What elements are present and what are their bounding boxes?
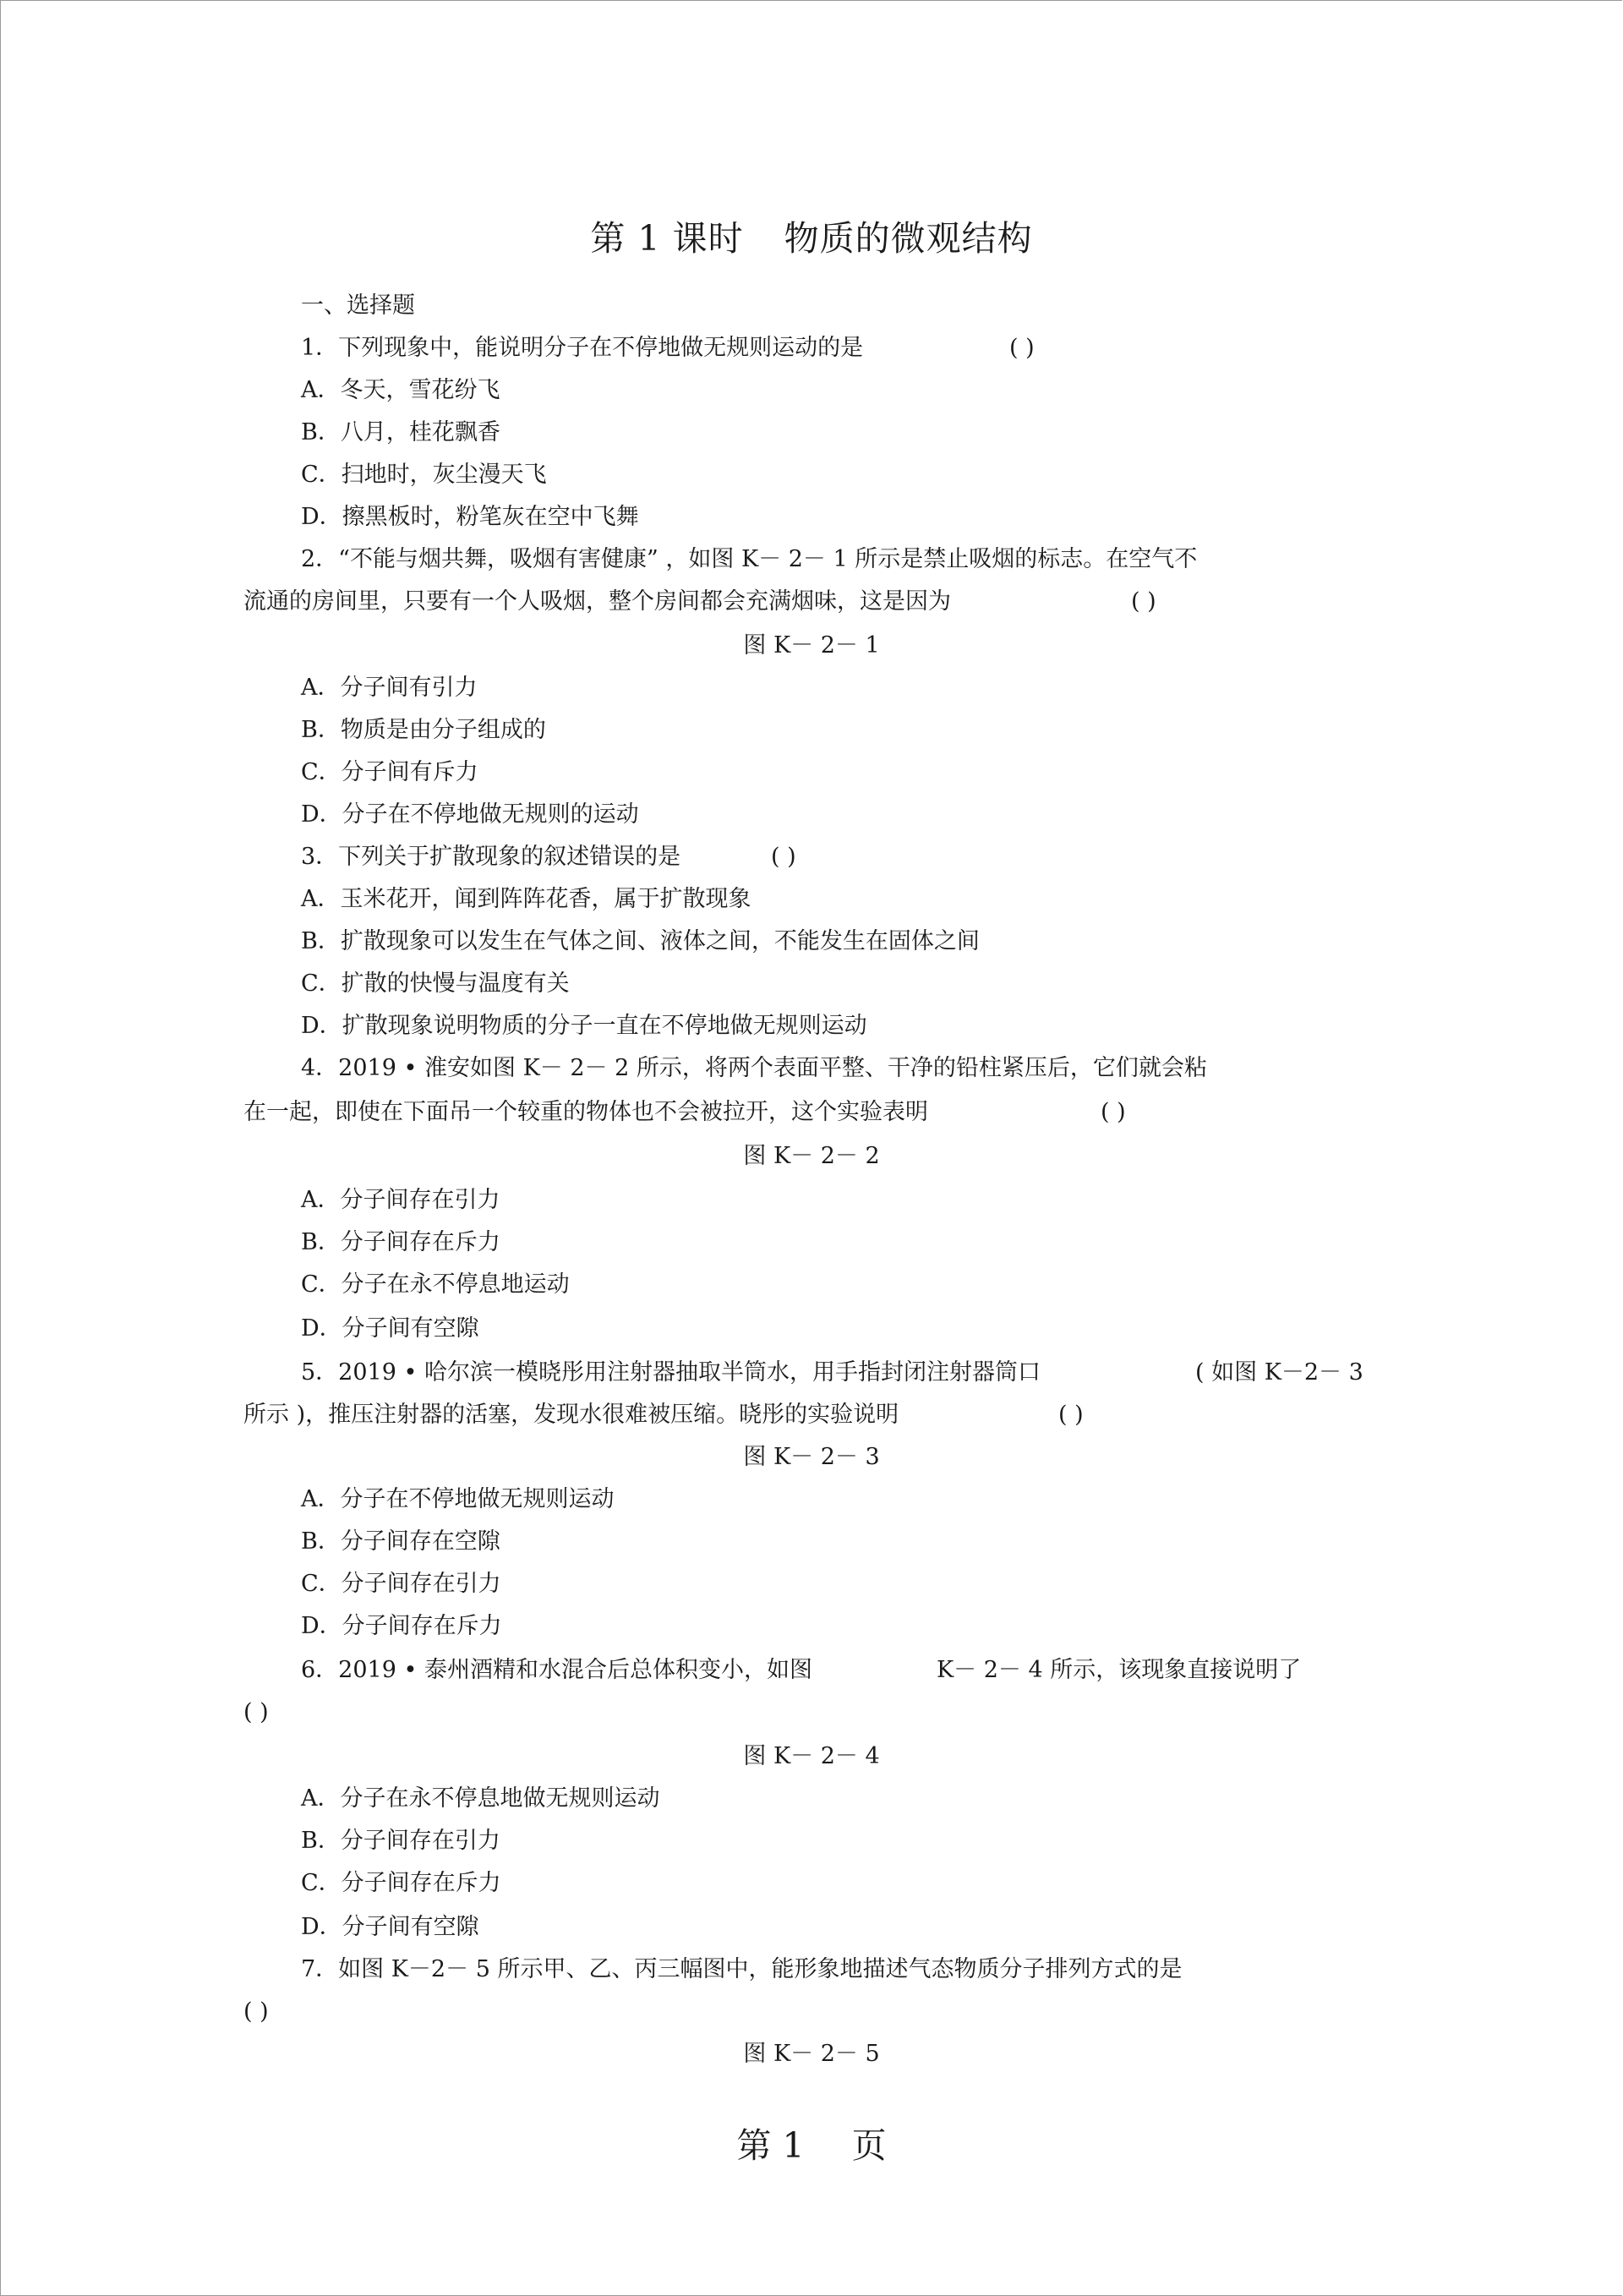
question-4-stem-line-1: 4．2019 • 淮安如图 K－ 2－ 2 所示，将两个表面平整、干净的铅柱紧压后，它们就会粘	[301, 1055, 1207, 1081]
question-4-option-b: B．分子间存在斥力	[301, 1229, 500, 1255]
question-3-answer-bracket: ( )	[771, 844, 796, 870]
question-4-option-d: D．分子间有空隙	[301, 1315, 479, 1342]
question-4-option-a: A．分子间存在引力	[301, 1187, 500, 1213]
question-5-option-b: B．分子间存在空隙	[301, 1528, 500, 1555]
question-1-option-d: D．擦黑板时，粉笔灰在空中飞舞	[301, 504, 639, 530]
question-5-stem-line-1: 5．2019 • 哈尔滨一模晓彤用注射器抽取半筒水，用手指封闭注射器筒口	[301, 1359, 1041, 1386]
question-6-option-a: A．分子在永不停息地做无规则运动	[301, 1785, 660, 1812]
question-3-option-b: B．扩散现象可以发生在气体之间、液体之间，不能发生在固体之间	[301, 928, 980, 954]
question-3-option-a: A．玉米花开，闻到阵阵花香，属于扩散现象	[301, 886, 751, 912]
question-6-answer-bracket: ( )	[243, 1699, 269, 1725]
question-4-figure-caption: 图 K－ 2－ 2	[743, 1143, 880, 1169]
question-2-option-b: B．物质是由分子组成的	[301, 717, 546, 743]
question-3-option-c: C．扩散的快慢与温度有关	[301, 970, 570, 997]
question-5-figure-reference: ( 如图 K－2－ 3	[1195, 1359, 1363, 1386]
question-6-figure-caption: 图 K－ 2－ 4	[743, 1743, 880, 1769]
page-title	[0, 213, 1623, 264]
question-6-stem-line-1: 6．2019 • 泰州酒精和水混合后总体积变小，如图	[301, 1657, 812, 1683]
question-2-stem-line-2: 流通的房间里，只要有一个人吸烟，整个房间都会充满烟味，这是因为	[243, 588, 951, 615]
question-6-figure-reference: K－ 2－ 4 所示，该现象直接说明了	[937, 1657, 1302, 1683]
page-number-value: 第 1	[736, 2125, 805, 2166]
question-1-answer-bracket: ( )	[1009, 335, 1035, 361]
question-1-option-c: C．扫地时，灰尘漫天飞	[301, 462, 547, 488]
page-number	[0, 2120, 1623, 2171]
section-heading: 一、选择题	[301, 292, 415, 319]
question-4-answer-bracket: ( )	[1101, 1099, 1126, 1125]
question-3-option-d: D．扩散现象说明物质的分子一直在不停地做无规则运动	[301, 1013, 867, 1039]
question-7-answer-bracket: ( )	[243, 1998, 269, 2025]
question-5-figure-caption: 图 K－ 2－ 3	[743, 1444, 880, 1470]
question-2-answer-bracket: ( )	[1131, 588, 1156, 615]
question-5-stem-line-2: 所示 )，推压注射器的活塞，发现水很难被压缩。晓彤的实验说明	[243, 1402, 899, 1428]
question-1-option-b: B．八月，桂花飘香	[301, 419, 500, 446]
question-5-option-a: A．分子在不停地做无规则运动	[301, 1486, 615, 1512]
question-6-option-c: C．分子间存在斥力	[301, 1870, 501, 1896]
question-1-stem: 1．下列现象中，能说明分子在不停地做无规则运动的是	[301, 335, 864, 361]
question-2-option-a: A．分子间有引力	[301, 675, 478, 701]
question-2-stem-line-1: 2．“不能与烟共舞，吸烟有害健康” ，如图 K－ 2－ 1 所示是禁止吸烟的标志。在空气不	[301, 546, 1198, 572]
question-2-figure-caption: 图 K－ 2－ 1	[743, 632, 880, 659]
question-3-stem: 3．下列关于扩散现象的叙述错误的是	[301, 844, 681, 870]
question-5-answer-bracket: ( )	[1058, 1402, 1084, 1428]
title-lesson: 第 1 课时	[590, 218, 744, 259]
page-number-unit: 页	[851, 2125, 887, 2166]
title-topic: 物质的微观结构	[784, 218, 1033, 259]
question-5-option-c: C．分子间存在引力	[301, 1571, 501, 1597]
question-7-stem: 7．如图 K－2－ 5 所示甲、乙、丙三幅图中，能形象地描述气态物质分子排列方式的是	[301, 1956, 1183, 1982]
question-4-option-c: C．分子在永不停息地运动	[301, 1271, 570, 1298]
question-2-option-d: D．分子在不停地做无规则的运动	[301, 801, 639, 828]
question-2-option-c: C．分子间有斥力	[301, 759, 478, 785]
question-7-figure-caption: 图 K－ 2－ 5	[743, 2041, 880, 2067]
question-1-option-a: A．冬天，雪花纷飞	[301, 377, 500, 403]
question-4-stem-line-2: 在一起，即使在下面吊一个较重的物体也不会被拉开，这个实验表明	[243, 1099, 928, 1125]
question-5-option-d: D．分子间存在斥力	[301, 1613, 502, 1639]
question-6-option-d: D．分子间有空隙	[301, 1914, 479, 1940]
question-6-option-b: B．分子间存在引力	[301, 1828, 500, 1854]
